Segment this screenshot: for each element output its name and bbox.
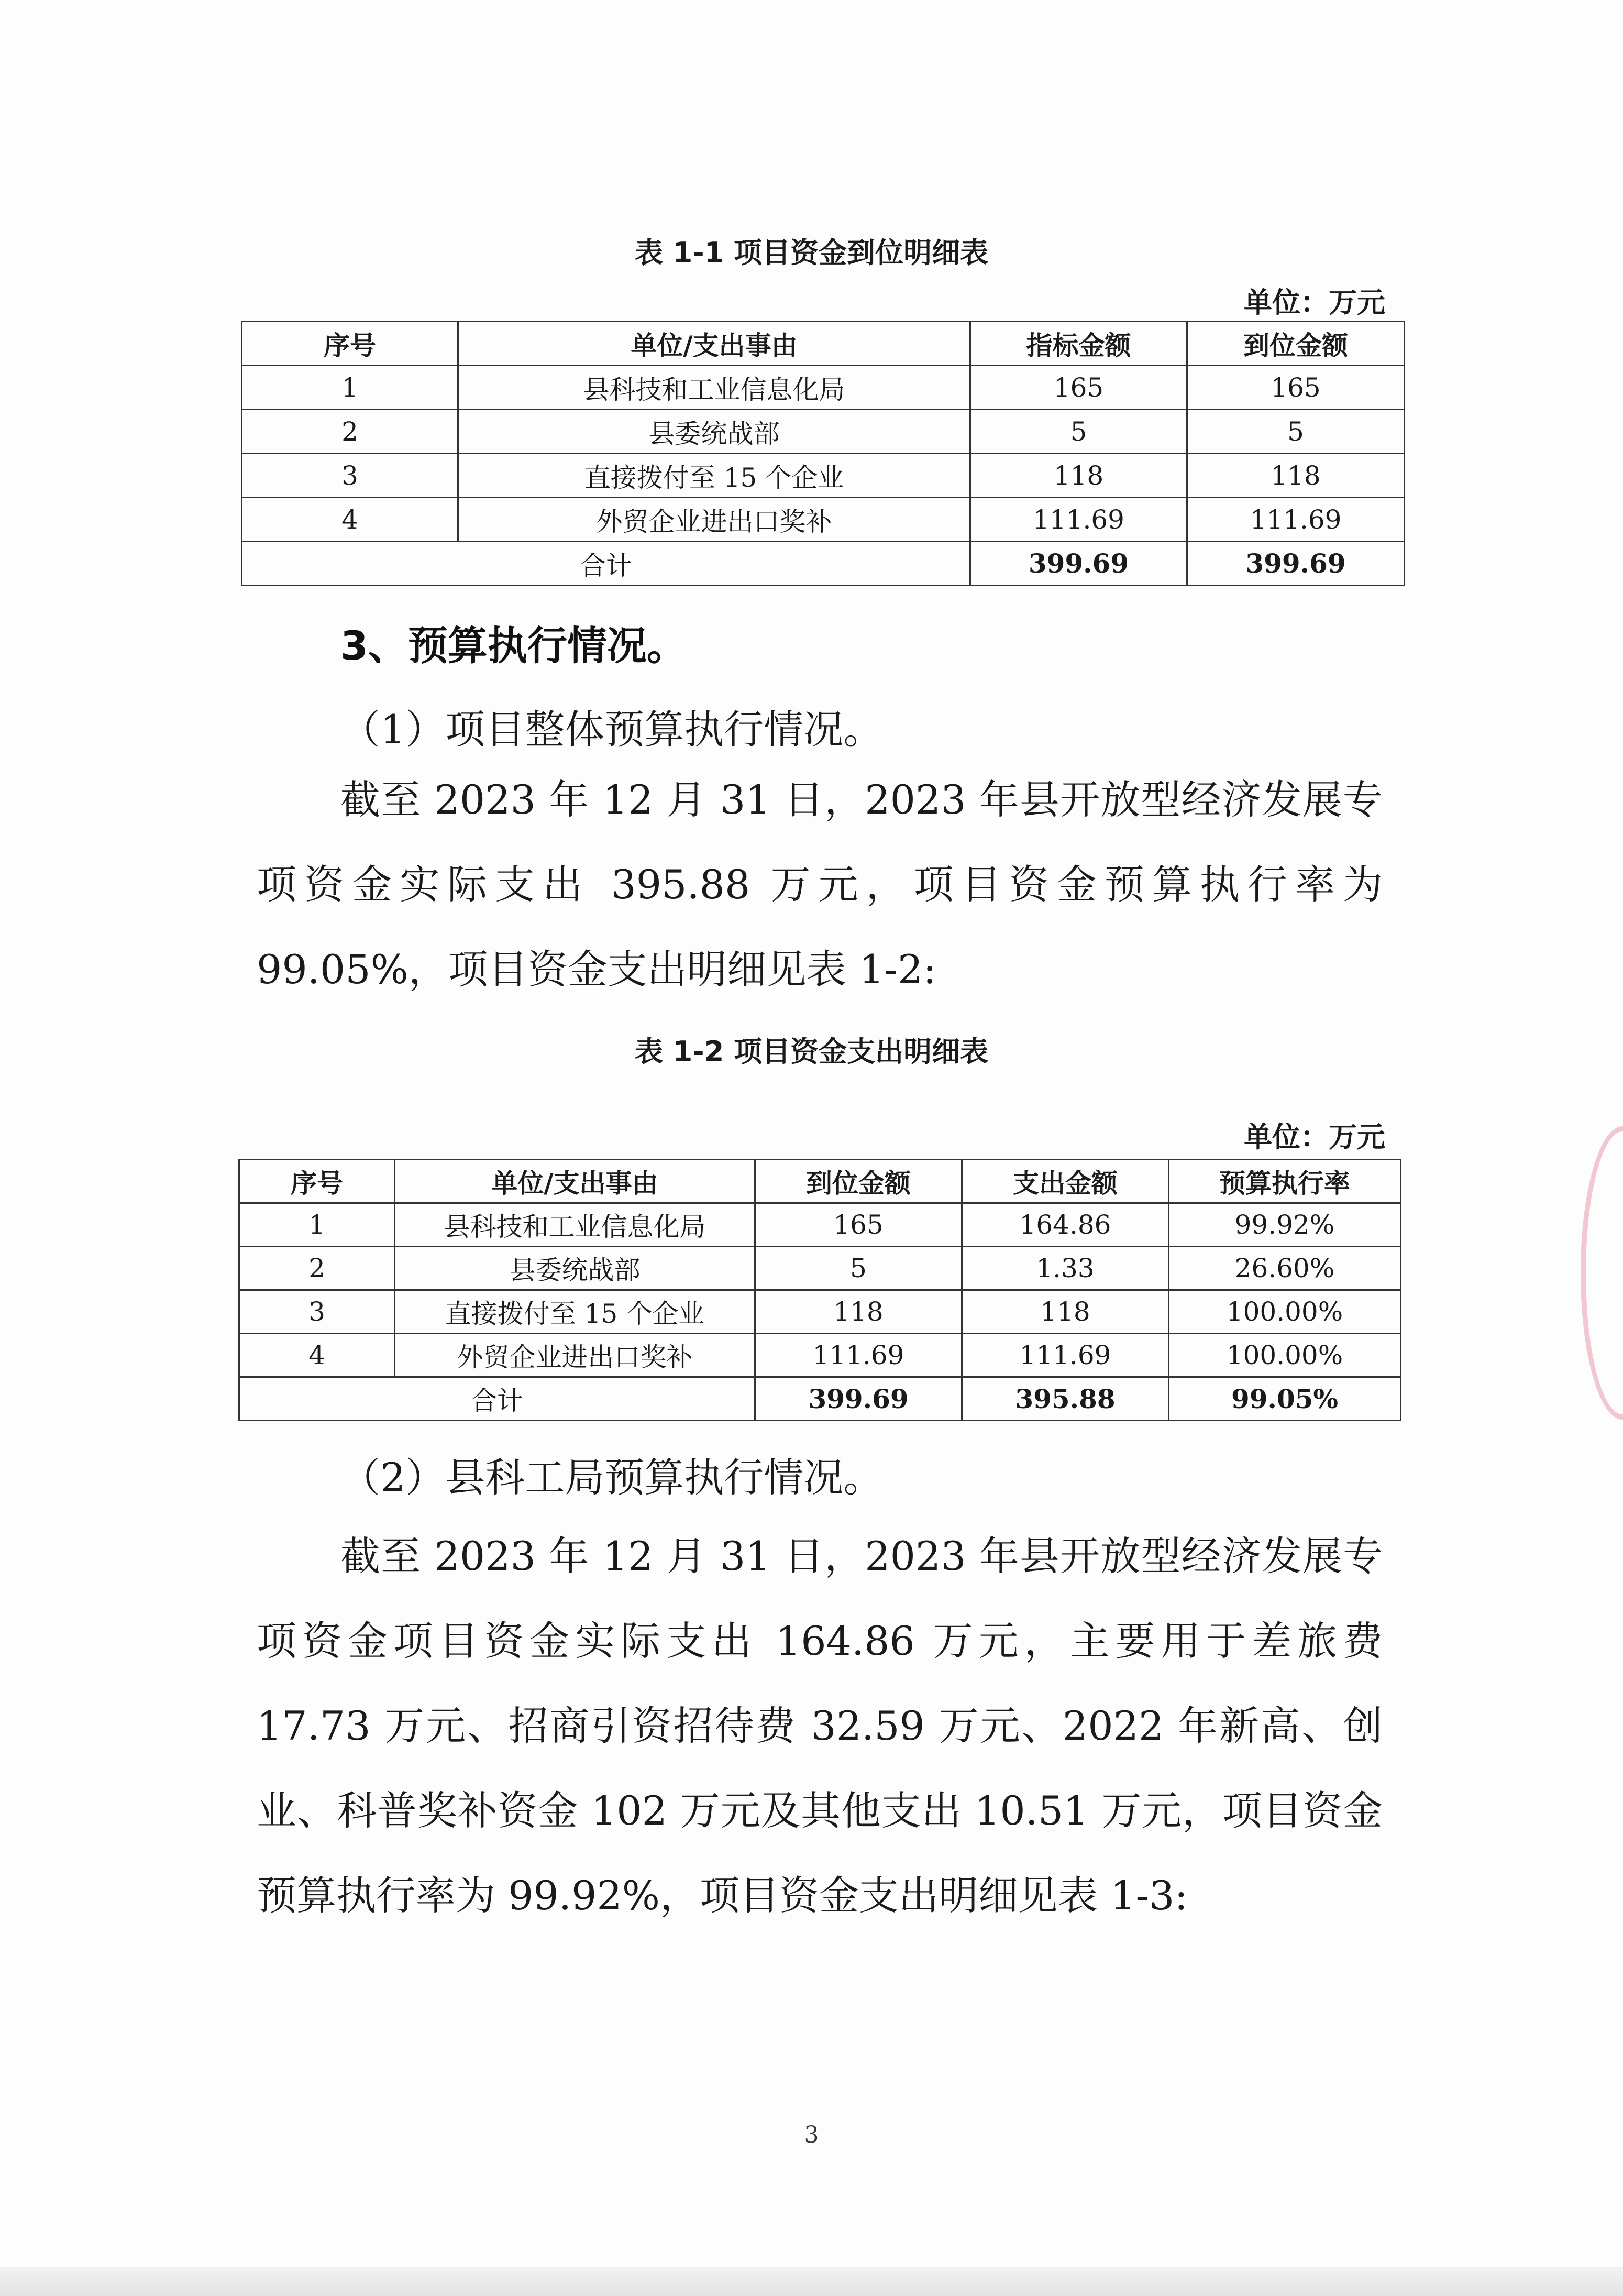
total-target: 399.69 bbox=[970, 542, 1187, 586]
row-item: 直接拨付至 15 个企业 bbox=[458, 454, 970, 498]
row-rate: 26.60% bbox=[1169, 1247, 1401, 1290]
row-spent: 111.69 bbox=[962, 1334, 1169, 1377]
table-row bbox=[239, 1247, 1401, 1290]
total-received: 399.69 bbox=[755, 1377, 962, 1421]
paragraph-county-bureau-execution: 截至 2023 年 12 月 31 日，2023 年县开放型经济发展专项资金项目资金实际支出 164.86 万元，主要用于差旅费 17.73 万元、招商引资招待费 32.59 万元、2022 年新高、创业、科普奖补资金 102 万元及其他支出 10.51 万元，项目资金预算执行率为 99.92%，项目资金支出明细见表 1-3: bbox=[257, 1533, 1383, 1919]
row-received: 118 bbox=[1187, 454, 1405, 498]
row-spent: 164.86 bbox=[962, 1203, 1169, 1247]
table2-header-no: 序号 bbox=[239, 1160, 395, 1203]
official-seal-edge bbox=[1581, 1126, 1623, 1420]
table-row bbox=[242, 410, 1405, 454]
table-row bbox=[239, 1203, 1401, 1247]
table1-total-row bbox=[242, 542, 1405, 586]
table1-funds-received bbox=[241, 321, 1405, 586]
table-row bbox=[242, 454, 1405, 498]
row-received: 111.69 bbox=[755, 1334, 962, 1377]
section-heading: 3、预算执行情况。 bbox=[340, 622, 687, 669]
table2-header-received: 到位金额 bbox=[755, 1160, 962, 1203]
row-received: 165 bbox=[1187, 366, 1405, 410]
table1-header-item: 单位/支出事由 bbox=[458, 322, 970, 366]
table2-header-rate: 预算执行率 bbox=[1169, 1160, 1401, 1203]
row-spent: 1.33 bbox=[962, 1247, 1169, 1290]
table-row bbox=[242, 366, 1405, 410]
row-item: 县委统战部 bbox=[458, 410, 970, 454]
row-target: 165 bbox=[970, 366, 1187, 410]
row-spent: 118 bbox=[962, 1290, 1169, 1334]
table1-header-no: 序号 bbox=[242, 322, 458, 366]
table2-header-row bbox=[239, 1160, 1401, 1203]
row-no: 1 bbox=[239, 1203, 395, 1247]
scan-bottom-edge bbox=[0, 2267, 1623, 2296]
table2-caption: 表 1-2 项目资金支出明细表 bbox=[634, 1035, 989, 1068]
row-received: 165 bbox=[755, 1203, 962, 1247]
paragraph-overall-execution: 截至 2023 年 12 月 31 日，2023 年县开放型经济发展专项资金实际支出 395.88 万元，项目资金预算执行率为 99.05%，项目资金支出明细见表 1-2: bbox=[257, 776, 1383, 993]
table1-header-target: 指标金额 bbox=[970, 322, 1187, 366]
subheading-overall: （1）项目整体预算执行情况。 bbox=[340, 706, 884, 753]
table2-header-item: 单位/支出事由 bbox=[395, 1160, 755, 1203]
row-no: 4 bbox=[242, 498, 458, 542]
row-no: 3 bbox=[239, 1290, 395, 1334]
total-label: 合计 bbox=[239, 1377, 755, 1421]
table-row bbox=[239, 1334, 1401, 1377]
total-received: 399.69 bbox=[1187, 542, 1405, 586]
row-no: 4 bbox=[239, 1334, 395, 1377]
row-rate: 99.92% bbox=[1169, 1203, 1401, 1247]
row-item: 县科技和工业信息化局 bbox=[458, 366, 970, 410]
table-row bbox=[242, 498, 1405, 542]
row-target: 111.69 bbox=[970, 498, 1187, 542]
total-rate: 99.05% bbox=[1169, 1377, 1401, 1421]
subheading-county-bureau: （2）县科工局预算执行情况。 bbox=[340, 1454, 884, 1501]
table2-header-spent: 支出金额 bbox=[962, 1160, 1169, 1203]
table1-header-row bbox=[242, 322, 1405, 366]
row-item: 县科技和工业信息化局 bbox=[395, 1203, 755, 1247]
table2-funds-spent bbox=[238, 1159, 1401, 1421]
row-no: 3 bbox=[242, 454, 458, 498]
row-received: 118 bbox=[755, 1290, 962, 1334]
row-rate: 100.00% bbox=[1169, 1334, 1401, 1377]
table-row bbox=[239, 1290, 1401, 1334]
row-no: 1 bbox=[242, 366, 458, 410]
page-number: 3 bbox=[804, 2122, 819, 2148]
table1-unit: 单位：万元 bbox=[1244, 286, 1385, 319]
total-label: 合计 bbox=[242, 542, 970, 586]
table2-unit: 单位：万元 bbox=[1244, 1120, 1385, 1154]
table2-total-row bbox=[239, 1377, 1401, 1421]
row-item: 外贸企业进出口奖补 bbox=[395, 1334, 755, 1377]
row-received: 5 bbox=[755, 1247, 962, 1290]
row-item: 直接拨付至 15 个企业 bbox=[395, 1290, 755, 1334]
row-no: 2 bbox=[239, 1247, 395, 1290]
row-rate: 100.00% bbox=[1169, 1290, 1401, 1334]
table1-caption: 表 1-1 项目资金到位明细表 bbox=[634, 236, 989, 269]
row-received: 111.69 bbox=[1187, 498, 1405, 542]
row-item: 外贸企业进出口奖补 bbox=[458, 498, 970, 542]
row-received: 5 bbox=[1187, 410, 1405, 454]
table1-header-received: 到位金额 bbox=[1187, 322, 1405, 366]
row-item: 县委统战部 bbox=[395, 1247, 755, 1290]
row-no: 2 bbox=[242, 410, 458, 454]
total-spent: 395.88 bbox=[962, 1377, 1169, 1421]
row-target: 118 bbox=[970, 454, 1187, 498]
row-target: 5 bbox=[970, 410, 1187, 454]
